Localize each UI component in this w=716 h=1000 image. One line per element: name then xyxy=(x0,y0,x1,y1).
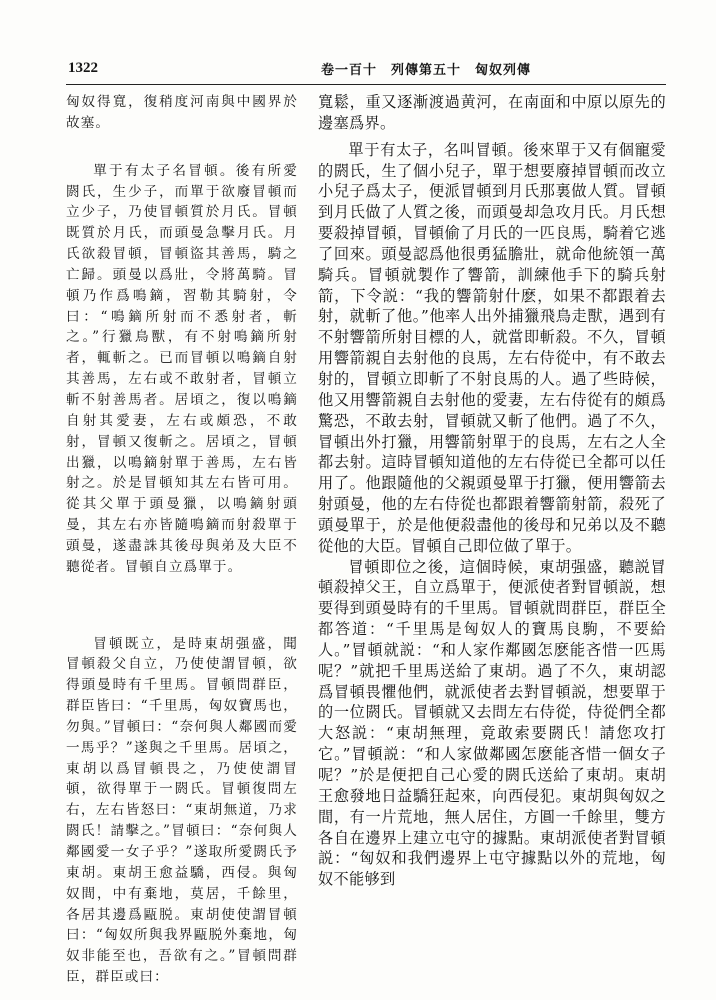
header-rule xyxy=(66,84,666,85)
paragraph-gap xyxy=(66,134,298,161)
modern-paragraph-1: 寬鬆，重又逐漸渡過黄河，在南面和中原以原先的邊塞爲界。 xyxy=(318,93,666,132)
column-divider xyxy=(306,96,307,986)
modern-paragraph-2: 單于有太子，名叫冒頓。後來單于又有個寵愛的閼氏，生了個小兒子，單于想要廢掉冒頓而改立小兒子爲太子，便派冒頓到月氏那裏做人質。冒頓到月氏做了人質之後，而頭曼却急攻月氏。月氏想要殺掉冒頓，冒頓偷了月氏的一匹良馬，騎着它逃了回來。頭曼認爲他很勇猛膽壯，就命他統領一萬騎兵。冒頓就製作了響箭，訓練他手下的騎兵射箭，下令説：“我的響箭射什麽，如果不都跟着去射，就斬了他。”他率人出外捕獵飛鳥走獸，遇到有不射響箭所射目標的人，就當即斬殺。不久，冒頓用響箭親自去射他的良馬，左右侍從中，有不敢去射的，冒頓立即斬了不射良馬的人。過了些時候，他又用響箭親自去射他的愛妻，左右侍從有的頗爲驚恐，不敢去射，冒頓就又斬了他們。過了不久，冒頓出外打獵，用響箭射單于的良馬，左右之人全都去射。這時冒頓知道他的左右侍從已全都可以任用了。他跟隨他的父親頭曼單于打獵，便用響箭去射頭曼，他的左右侍從也都跟着響箭射箭，殺死了頭曼單于，於是他便殺盡他的後母和兄弟以及不聽從他的大臣。冒頓自己即位做了單于。 xyxy=(318,140,666,555)
page-header xyxy=(68,58,664,82)
classical-text-column xyxy=(66,92,298,992)
modern-translation-column xyxy=(318,92,666,992)
classical-paragraph-1: 匈奴得寬，復稍度河南與中國界於故塞。 xyxy=(66,94,298,131)
classical-paragraph-2: 單于有太子名冒頓。後有所愛閼氏，生少子，而單于欲廢冒頓而立少子，乃使冒頓質於月氏。冒頓既質於月氏，而頭曼急擊月氏。月氏欲殺冒頓，冒頓盜其善馬，騎之亡歸。頭曼以爲壯，令將萬騎。冒頓乃作爲鳴鏑，習勒其騎射，令曰：“鳴鏑所射而不悉射者，斬之。”行獵鳥獸，有不射鳴鏑所射者，輒斬之。已而冒頓以鳴鏑自射其善馬，左右或不敢射者，冒頓立斬不射善馬者。居頃之，復以鳴鏑自射其愛妻，左右或頗恐，不敢射，冒頓又復斬之。居頃之，冒頓出獵，以鳴鏑射單于善馬，左右皆射之。於是冒頓知其左右皆可用。從其父單于頭曼獵，以鳴鏑射頭曼，其左右亦皆隨鳴鏑而射殺單于頭曼，遂盡誅其後母與弟及大臣不聽從者。冒頓自立爲單于。 xyxy=(66,162,298,575)
running-head: 卷一百十 列傳第五十 匈奴列傳 xyxy=(320,63,531,78)
page-number: 1322 xyxy=(68,60,98,76)
classical-paragraph-3: 冒頓既立，是時東胡强盛，聞冒頓殺父自立，乃使使謂冒頓，欲得頭曼時有千里馬。冒頓問群臣，群臣皆曰：“千里馬，匈奴寶馬也，勿與。”冒頓曰：“奈何與人鄰國而愛一馬乎？”遂與之千里馬。居頃之，東胡以爲冒頓畏之，乃使使謂冒頓，欲得單于一閼氏。冒頓復問左右，左右皆怒曰：“東胡無道，乃求閼氏！請擊之。”冒頓曰：“奈何與人鄰國愛一女子乎？”遂取所愛閼氏予東胡。東胡王愈益驕，西侵。與匈奴間，中有棄地，莫居，千餘里，各居其邊爲甌脱。東胡使使謂冒頓曰：“匈奴所與我界甌脱外棄地，匈奴非能至也，吾欲有之。”冒頓問群臣，群臣或曰： xyxy=(66,635,298,986)
paragraph-gap xyxy=(66,578,298,634)
modern-paragraph-3: 冒頓即位之後，這個時候，東胡强盛，聽説冒頓殺掉父王，自立爲單于，便派使者對冒頓説，想要得到頭曼時有的千里馬。冒頓就問群臣，群臣全都答道：“千里馬是匈奴人的寶馬良駒，不要給人。”冒頓就説：“和人家作鄰國怎麽能吝惜一匹馬呢？”就把千里馬送給了東胡。過了不久，東胡認爲冒頓畏懼他們，就派使者去對冒頓説，想要單于的一位閼氏。冒頓就又去問左右侍從，侍從們全都大怒説：“東胡無理，竟敢索要閼氏！請您攻打它。”冒頓説：“和人家做鄰國怎麽能吝惜一個女子呢？”於是便把自己心愛的閼氏送給了東胡。東胡王愈發地日益驕狂起來，向西侵犯。東胡與匈奴之間，有一片荒地，無人居住，方圓一千餘里，雙方各自在邊界上建立屯守的據點。東胡派使者對冒頓説：“匈奴和我們邊界上屯守據點以外的荒地，匈奴不能够到 xyxy=(318,557,666,889)
